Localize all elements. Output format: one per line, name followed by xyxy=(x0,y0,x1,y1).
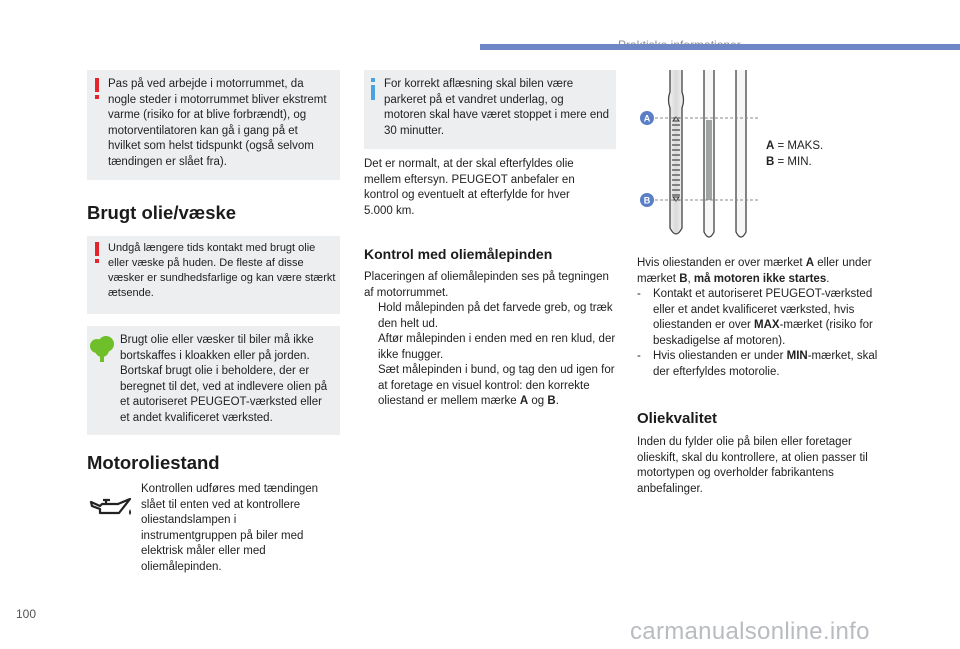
info-box-level-reading xyxy=(364,70,616,149)
list-item xyxy=(364,301,616,332)
section-title-oil-level: Motoroliestand xyxy=(87,452,220,473)
oil-quality-title: Oliekvalitet xyxy=(637,410,718,427)
watermark: carmanualsonline.info xyxy=(630,618,870,645)
oil-can-icon xyxy=(89,495,133,521)
mark-a-label: A xyxy=(519,395,529,407)
list-item xyxy=(364,363,616,410)
dipstick-section-title: Kontrol med oliemålepinden xyxy=(364,246,553,262)
warning-text-used-oil: Undgå længere tids kontakt med brugt olie eller væske på huden. De fleste af disse væsker er sundhedsfarlige og kan være stærkt ætsende. xyxy=(108,242,336,299)
list-item: - Kontakt et autoriseret PEUGEOT-værksted eller et andet kvalificeret værksted, hvis oliestanden er over MAX-mærket (risiko for beskadigelse af motoren). xyxy=(637,288,873,347)
environment-text: Brugt olie eller væsker til biler må ikke bortskaffes i kloakken eller på jorden. Bortskaf brugt olie i beholdere, der er beregnet til det, ved at indlevere olien på et autoriseret PEUGEOT-værksted eller et andet kvalificeret værksted. xyxy=(120,334,328,424)
figure-legend xyxy=(766,139,823,170)
dipstick-instructions xyxy=(364,270,616,410)
sentence-end: . xyxy=(555,395,559,407)
dash-marker: - xyxy=(637,288,641,300)
section-title-used-oil: Brugt olie/væske xyxy=(87,202,237,223)
dipstick-step-3: Sæt målepinden i bund, og tag den ud igen for at foretage en visuel kontrol: den korrekte oliestand er mellem mærke xyxy=(378,364,615,407)
exclamation-icon xyxy=(92,78,102,100)
oil-quality-text: Inden du fylder olie på bilen eller foretager olieskift, skal du kontrollere, at olien passer til motortypen og overholder fabrikantens anbefalinger. xyxy=(637,436,868,495)
list-item xyxy=(364,332,616,363)
oil-level-intro-text: Kontrollen udføres med tændingen slået til enten ved at kontrollere oliestandslampen i instrumentgruppen på biler med elektrisk måler eller med oliemålepinden. xyxy=(141,483,319,573)
and-word: og xyxy=(531,395,545,407)
dipstick-intro-text: Placeringen af oliemålepinden ses på tegningen af motorrummet. xyxy=(364,271,609,299)
info-icon xyxy=(368,78,378,100)
legend-min: B = MIN. xyxy=(766,155,812,168)
dipstick-illustration xyxy=(636,70,760,242)
dipstick-step-2: Aftør målepinden i enden med en ren klud, der ikke fnugger. xyxy=(378,333,616,361)
dipstick-step-1: Hold målepinden på det farvede greb, og træk den helt ud. xyxy=(378,302,613,330)
warning-text-engine-hot: Pas på ved arbejde i motorrummet, da nogle steder i motorrummet bliver ekstremt varme (risiko for at blive forbrændt), og motorventilatoren kan gå i gang på et hvilket som helst tidspunkt (også selvom tændingen er slået fra). xyxy=(108,78,327,168)
marker-a-label: A xyxy=(643,113,651,124)
list-item: - Hvis oliestanden er under MIN-mærket, skal der efterfyldes motorolie. xyxy=(637,350,878,378)
level-paragraph: Hvis oliestanden er over mærket A eller under mærket B, må motoren ikke startes. xyxy=(637,257,872,285)
environment-box xyxy=(87,326,340,435)
warning-box-engine-hot xyxy=(87,70,340,180)
marker-b-label: B xyxy=(643,195,651,206)
normal-consumption-text: Det er normalt, at der skal efterfyldes olie mellem eftersyn. PEUGEOT anbefaler en kontrol og eventuelt at efterfylde for hver 5.000 km. xyxy=(364,158,575,217)
page-number: 100 xyxy=(16,607,37,621)
mark-b-label: B xyxy=(547,395,556,407)
info-text-level-reading: For korrekt aflæsning skal bilen være parkeret på et vandret underlag, og motoren skal have været stoppet i mere end 30 minutter. xyxy=(384,78,610,137)
legend-max: A = MAKS. xyxy=(766,140,824,152)
warning-box-used-oil xyxy=(87,236,340,314)
exclamation-icon xyxy=(92,242,102,264)
level-warning-text xyxy=(637,256,895,380)
dash-marker: - xyxy=(637,350,641,362)
tree-icon xyxy=(89,335,115,363)
header-accent-bar xyxy=(480,44,960,50)
